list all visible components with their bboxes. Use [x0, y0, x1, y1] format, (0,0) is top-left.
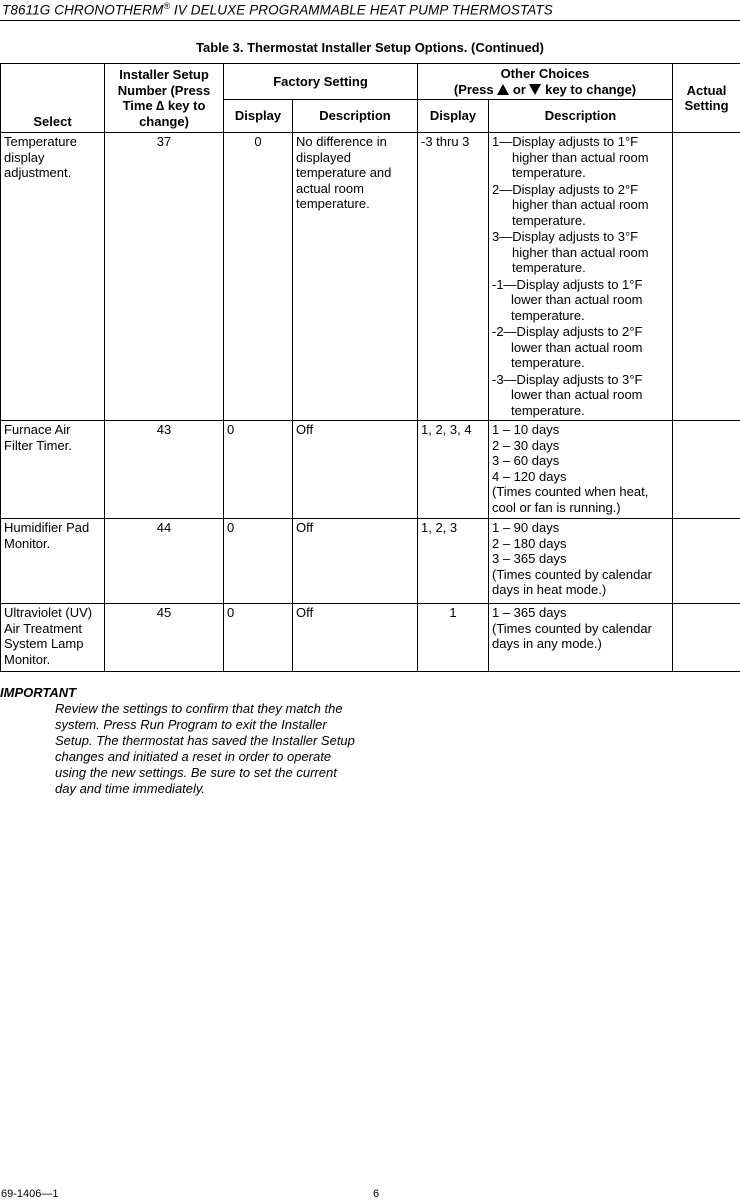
important-label: IMPORTANT: [0, 685, 77, 700]
list-item: 1 – 365 days: [492, 605, 567, 620]
cell-other-description: [489, 421, 673, 519]
cell-select: Temperature display adjustment.: [1, 133, 105, 421]
option-item: 1—Display adjusts to 1°F higher than actual room temperature.: [492, 134, 649, 180]
cell-select: Ultraviolet (UV) Air Treatment System Lamp Monitor.: [1, 604, 105, 672]
cell-actual-setting: [673, 133, 740, 421]
table-row: [1, 133, 740, 421]
list-item: 3 – 365 days: [492, 551, 567, 566]
col-header-actual-setting: Actual Setting: [673, 64, 740, 133]
cell-other-description: [489, 519, 673, 604]
cell-select: Humidifier Pad Monitor.: [1, 519, 105, 604]
cell-other-description: [489, 133, 673, 421]
cell-factory-description: Off: [293, 519, 418, 604]
list-item: 1 – 90 days: [492, 520, 560, 535]
option-item: -1—Display adjusts to 1°F lower than actual room temperature.: [492, 276, 643, 323]
list-item: 2 – 180 days: [492, 535, 567, 551]
cell-factory-description: Off: [293, 604, 418, 672]
cell-other-description: [489, 604, 673, 672]
col-header-other-display: Display: [418, 100, 489, 133]
document-header: [2, 1, 553, 18]
col-header-factory-description: Description: [293, 100, 418, 133]
registered-mark: ®: [163, 1, 171, 11]
col-header-installer-number: Installer Setup Number (Press Time ∆ key to change): [105, 64, 224, 133]
list-item: (Times counted by calendar days in any mode.): [492, 620, 652, 651]
list-item: 3 – 60 days: [492, 453, 560, 468]
cell-factory-display: 0: [224, 133, 293, 421]
table-row: [1, 421, 740, 519]
cell-other-display: 1: [418, 604, 489, 672]
table-row: [1, 519, 740, 604]
installer-setup-table: [0, 63, 740, 672]
cell-actual-setting: [673, 519, 740, 604]
other-choices-title: Other Choices: [500, 66, 590, 81]
cell-factory-description: Off: [293, 421, 418, 519]
page-number: 6: [373, 1188, 380, 1200]
list-item: (Times counted when heat, cool or fan is running.): [492, 484, 649, 515]
cell-number: 45: [105, 604, 224, 672]
important-note: Review the settings to confirm that they match the system. Press Run Program to exit the Installer Setup. The thermostat has saved the Installer Setup changes and initiated a reset in order to operate using the new settings. Be sure to set the current day and time immediately.: [55, 701, 355, 796]
cell-other-display: 1, 2, 3, 4: [418, 421, 489, 519]
option-item: 3—Display adjusts to 3°F higher than actual room temperature.: [492, 229, 649, 275]
cell-actual-setting: [673, 421, 740, 519]
option-item: -3—Display adjusts to 3°F lower than actual room temperature.: [492, 371, 643, 418]
option-item: -2—Display adjusts to 2°F lower than actual room temperature.: [492, 324, 643, 370]
cell-factory-display: 0: [224, 421, 293, 519]
cell-select: Furnace Air Filter Timer.: [1, 421, 105, 519]
col-header-other-description: Description: [489, 100, 673, 133]
list-item: (Times counted by calendar days in heat mode.): [492, 566, 652, 597]
list-item: 2 – 30 days: [492, 437, 560, 453]
col-header-factory-display: Display: [224, 100, 293, 133]
other-choices-instruction: (Press or key to change): [453, 81, 637, 97]
document-number: 69-1406—1: [1, 1188, 59, 1200]
cell-number: 37: [105, 133, 224, 421]
down-arrow-icon: [529, 84, 541, 95]
cell-number: 44: [105, 519, 224, 604]
cell-other-display: -3 thru 3: [418, 133, 489, 421]
col-header-other-choices: [418, 64, 673, 100]
table-caption: Table 3. Thermostat Installer Setup Options. (Continued): [196, 40, 544, 55]
col-header-factory-setting: Factory Setting: [224, 64, 418, 100]
header-title-text: T8611G CHRONOTHERM: [2, 2, 164, 18]
up-arrow-icon: [497, 84, 509, 95]
list-item: 1 – 10 days: [492, 422, 560, 437]
cell-actual-setting: [673, 604, 740, 672]
cell-factory-description: No difference in displayed temperature and actual room temperature.: [293, 133, 418, 421]
option-item: 2—Display adjusts to 2°F higher than actual room temperature.: [492, 181, 649, 228]
cell-factory-display: 0: [224, 604, 293, 672]
header-rule: [0, 20, 740, 21]
cell-number: 43: [105, 421, 224, 519]
col-header-select: Select: [1, 64, 105, 133]
cell-factory-display: 0: [224, 519, 293, 604]
table-row: [1, 604, 740, 672]
list-item: 4 – 120 days: [492, 468, 567, 484]
cell-other-display: 1, 2, 3: [418, 519, 489, 604]
header-title-rest: IV DELUXE PROGRAMMABLE HEAT PUMP THERMOSTATS: [170, 2, 553, 18]
